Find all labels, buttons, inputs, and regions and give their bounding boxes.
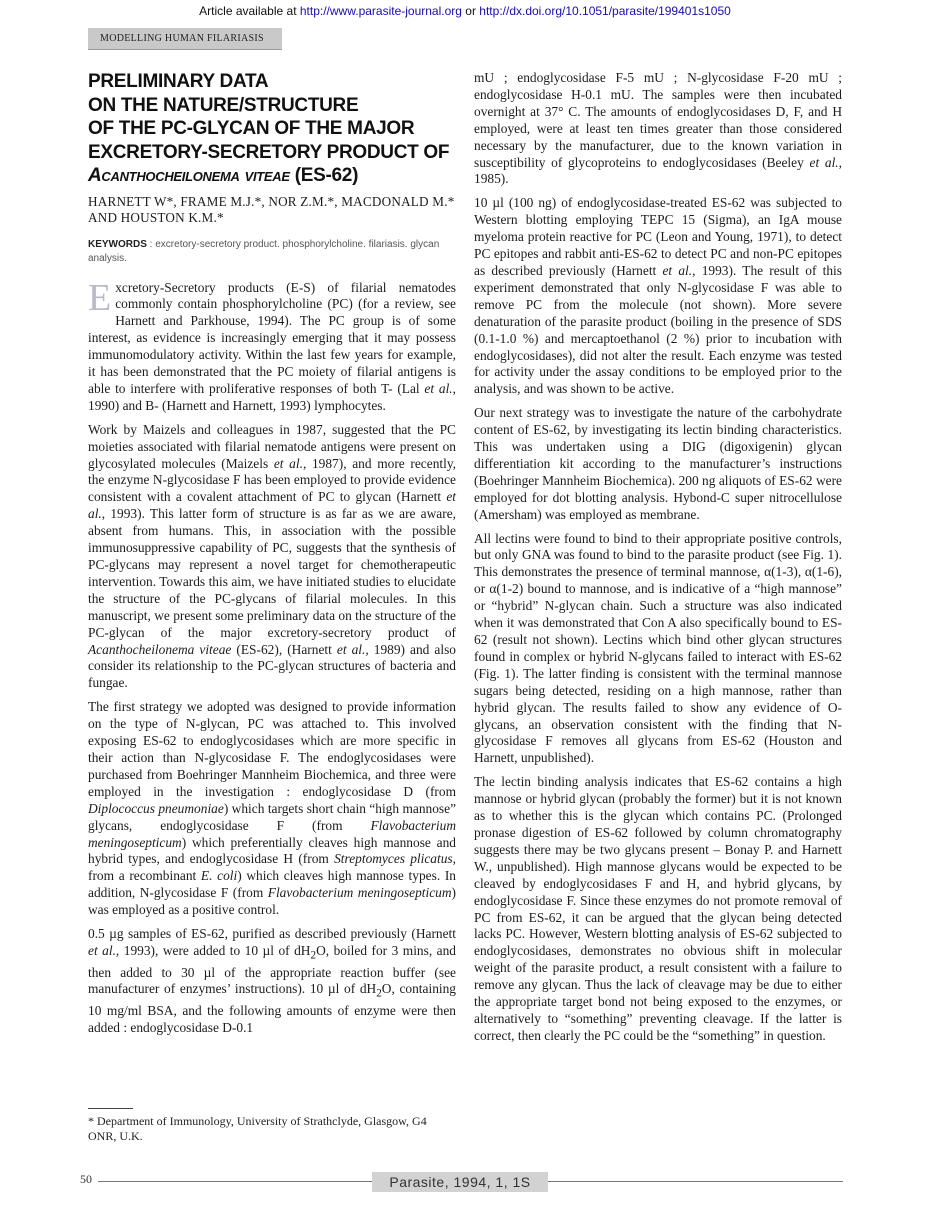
p4-subscript-1: 2 <box>310 949 317 962</box>
p4-subscript-2: 2 <box>376 988 382 1001</box>
p4-text-1: 0.5 µg samples of ES-62, purified as described previously (Harnett <box>88 926 456 942</box>
p2-species: Acanthocheilonema viteae <box>88 641 232 657</box>
p4-text-2: , 1993), were added to 10 µl of dH <box>115 942 311 958</box>
paragraph-discussion: The lectin binding analysis indicates that ES-62 contains a high mannose or hybrid glycan (probably the former) but it is not known as to whether this is the glycan which contains PC. (Prolonged pronase digestion of ES-62 followed by column chromatography suggests there may be two glycans present – Bonay P. and Harnett W., unpublished). High mannose glycans would be expected to be cleaved by endoglycosidases F and H, and hybrid glycans, by endoglycosidase F. Since these enzymes do not promote removal of PC from ES-62, it can be argued that the glycan being detected lacks PC. However, Western blotting analysis of ES-62 subjected to endoglycosidases, demonstrates no obvious shift in molecular weight of the parasite product, a result consistent with a failure to remove any glycan. Thus the lack of cleavage may be due to either the appropriate target bond not being exposed to the enzymes, or alternatively to “something” preventing cleavage. If the latter is correct, then clearly the PC could be the “something” in question. <box>474 774 842 1043</box>
p1-text-1: xcretory-Secretory products (E-S) of filarial nematodes commonly contain phosphorylcholine (PC) (for a review, see Harnett and Parkhouse, 1994). The PC group is of some interest, as evidence is increasingly emerging that it may possess immunomodulatory activity. Within the last few years for example, it has been demonstrated that the PC moiety of filarial antigens is able to interfere with proliferative responses of both T- (Lal <box>88 279 456 396</box>
p6-etal: et al. <box>662 262 693 278</box>
article-title <box>88 70 456 188</box>
p3-text-4: , from a recombinant <box>88 851 456 884</box>
p4-text-4: O, containing 10 mg/ml BSA, and the following amounts of enzyme were then added : endoglycosidase D-0.1 <box>88 981 456 1035</box>
keywords-text: : excretory-secretory product. phosphorylcholine. filariasis. glycan analysis. <box>88 238 440 264</box>
paragraph-enzyme-amounts <box>474 70 842 188</box>
p2-text-4: (ES-62), (Harnett <box>231 641 337 657</box>
p5-text-2: , 1985). <box>474 154 842 187</box>
p3-organism-4: E. coli <box>200 868 238 884</box>
p2-etal-2: et al. <box>88 489 456 522</box>
right-column <box>474 70 842 1052</box>
p4-text-3: O, boiled for 3 mins, and then added to 30 µl of the appropriate reaction buffer (see manufacturer of enzymes’ instructions). 10 µl of dH <box>88 942 457 997</box>
p2-text-1: Work by Maizels and colleagues in 1987, suggested that the PC moieties associated with filarial nematode antigens were present on glycosylated molecules (Maizels <box>88 421 456 471</box>
doi-link[interactable]: http://dx.doi.org/10.1051/parasite/199401s1050 <box>479 4 731 18</box>
p3-text-3: ) which preferentially cleaves high mannose and hybrid types, and endoglycosidase H (from <box>88 834 456 867</box>
paragraph-maizels <box>88 422 456 693</box>
banner-middle: or <box>461 4 480 18</box>
author-affiliation-footnote: * Department of Immunology, University of Strathclyde, Glasgow, G4 ONR, U.K. <box>88 1114 427 1143</box>
p3-text-5: ) which cleaves high mannose types. In addition, N-glycosidase F (from <box>88 868 456 901</box>
title-line-4: EXCRETORY-SECRETORY PRODUCT OF <box>88 141 450 163</box>
paragraph-lectin-results: All lectins were found to bind to their appropriate positive controls, but only GNA was found to bind to the parasite product (see Fig. 1). This demonstrates the presence of terminal mannose, α(1-3), α(1-6), or α(1-2) bound to mannose, and is indicative of a “high mannose” or “hybrid” N-glycan chain. Such a structure was also indicated when it was demonstrated that Con A also specifically bound to ES-62 (result not shown). Lectins which bind other glycan structures found in complex or hybrid N-glycans failed to interact with ES-62 (Fig. 1). The latter finding is consistent with the terminal mannose sugars being detected, residing on a high mannose, rather than hybrid glycan. The results failed to show any evidence of O-glycans, an observation consistent with the finding that N-glycosidase F removes all glycans from ES-62 (Houston and Harnett, unpublished). <box>474 530 842 766</box>
p3-organism-1: Diplococcus pneumoniae <box>88 800 224 816</box>
p6-text-1: 10 µl (100 ng) of endoglycosidase-treated ES-62 was subjected to Western blotting employing TEPC 15 (Sigma), an IgA mouse myeloma protein reactive for PC (Leon and Young, 1971), to detect PC epitopes and rabbit anti-ES-62 to detect PC and non-PC epitopes as described previously (Harnett <box>474 195 842 278</box>
p3-text-1: The first strategy we adopted was designed to provide information on the type of N-glycan, PC was attached to. This involved exposing ES-62 to endoglycosidases which are more specific in their action than N-glycosidase F. The endoglycosidases were purchased from Boehringer Mannheim Biochemica, and three were employed in the investigation : endoglycosidase D (from <box>88 699 456 799</box>
paragraph-intro <box>88 276 456 415</box>
drop-cap: E <box>88 276 112 319</box>
keywords <box>88 238 456 266</box>
p5-etal: et al. <box>809 154 839 170</box>
p3-text-2: ) which targets short chain “high mannose” glycans, endoglycosidase F (from <box>88 800 457 833</box>
section-tag: MODELLING HUMAN FILARIASIS <box>88 28 282 50</box>
title-species: Acanthocheilonema viteae <box>88 165 290 186</box>
paragraph-first-strategy <box>88 699 456 919</box>
p3-organism-5: Flavobacterium meningosepticum <box>267 885 452 901</box>
p2-etal-3: et al. <box>336 641 366 657</box>
journal-link[interactable]: http://www.parasite-journal.org <box>299 4 462 18</box>
footnote-divider <box>88 1108 133 1109</box>
left-column <box>88 70 456 1044</box>
p2-text-2: , 1987), and more recently, the enzyme N-glycosidase F has been employed to provide evidence consistent with a covalent attachment of PC to glycan (Harnett <box>88 455 456 505</box>
p5-text-1: mU ; endoglycosidase F-5 mU ; N-glycosidase F-20 mU ; endoglycosidase H-0.1 mU. The samples were then incubated overnight at 37° C. The amounts of endoglycosidases D, F, and H employed, were at least ten times greater than those considered necessary by the manufacturer, due to the known variation in susceptibility of glycoproteins to endoglycosidases (Beeley <box>474 70 842 170</box>
p3-organism-3: Streptomyces plicatus <box>334 851 453 867</box>
paragraph-western-blotting <box>474 195 842 398</box>
banner-prefix: Article available at <box>199 4 300 18</box>
journal-citation: Parasite, 1994, 1, 1S <box>372 1172 548 1192</box>
p2-text-3: , 1993). This latter form of structure is as far as we are aware, absent from humans. This, in association with the possible immunosuppressive capability of PC, suggests that the synthesis of PC-glycans may represent a novel target for chemotherapeutic intervention. Towards this aim, we have initiated studies to elucidate the structure of the PC-glycans of filarial molecules. In this manuscript, we present some preliminary data on the structure of the PC-glycan of the major excretory-secretory product of <box>88 506 456 640</box>
article-availability-banner <box>0 4 930 18</box>
paragraph-samples <box>88 926 456 1037</box>
title-species-suffix: (ES-62) <box>289 165 359 186</box>
p1-text-2: , 1990) and B- (Harnett and Harnett, 1993) lymphocytes. <box>88 380 456 413</box>
authors: HARNETT W*, FRAME M.J.*, NOR Z.M.*, MACDONALD M.* AND HOUSTON K.M.* <box>88 193 455 225</box>
p1-etal: et al. <box>424 380 453 396</box>
p2-etal-1: et al. <box>273 455 303 471</box>
title-line-2: ON THE NATURE/STRUCTURE <box>88 94 359 116</box>
p6-text-2: , 1993). The result of this experiment demonstrated that only N-glycosidase F was able to remove PC from the molecule (not shown). More severe denaturation of the parasite product (boiling in the presence of SDS (0.1-1.0 %) and mercaptoethanol (2 %) prior to incubation with endoglycosidases), did not alter the result. Each enzyme was tested for activity under the assay conditions to be employed prior to the analysis, and was shown to be active. <box>474 262 842 397</box>
p3-organism-2: Flavobacterium meningosepticum <box>88 817 456 850</box>
p2-text-5: , 1989) and also consider its relationship to the PC-glycan structures of bacteria and fungae. <box>88 641 456 691</box>
title-line-1: PRELIMINARY DATA <box>88 71 269 92</box>
page-number: 50 <box>80 1172 92 1186</box>
p3-text-6: ) was employed as a positive control. <box>88 885 456 918</box>
paragraph-lectin-strategy: Our next strategy was to investigate the nature of the carbohydrate content of ES-62, by investigating its lectin binding characteristics. This was undertaken using a DIG (digoxigenin) glycan differentiation kit according to the manufacturer’s instructions (Boehringer Mannheim Biochemica). 200 ng aliquots of ES-62 were employed for dot blotting analysis. Hybond-C super nitrocellulose (Amersham) was employed as membrane. <box>474 405 842 522</box>
keywords-label: KEYWORDS <box>88 238 147 250</box>
title-line-3: OF THE PC-GLYCAN OF THE MAJOR <box>88 118 415 139</box>
p4-etal: et al. <box>88 942 116 958</box>
